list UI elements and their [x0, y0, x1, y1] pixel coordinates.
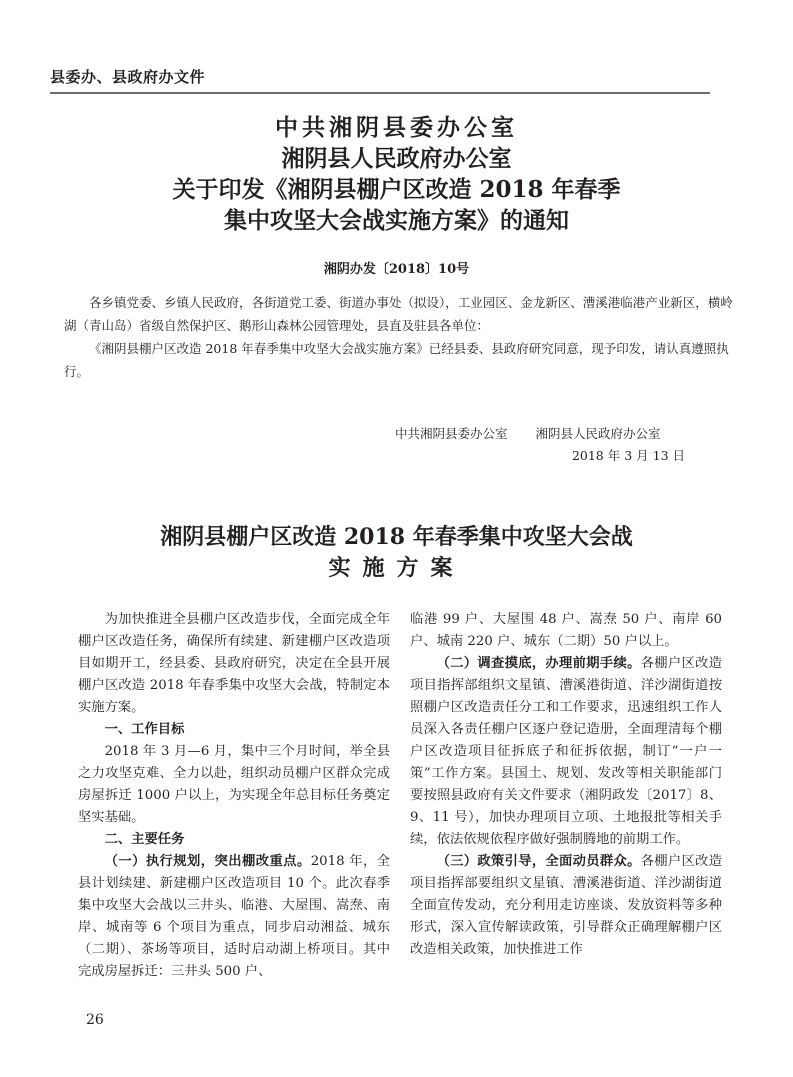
- notice-title-line: 湘阴县人民政府办公室: [281, 145, 512, 172]
- notice-title-line: 关于印发《湘阴县棚户区改造 2018 年春季: [172, 176, 621, 203]
- task-text: 2018 年，全县计划续建、新建棚户区改造项目 10 个。此次春季集中攻坚大会战以三井头、临港、大屋围、嵩焘、南岸、城南等 6 个项目为重点，同步启动湘益、城东（二期）、茶场等项目，适时启动湖上桥项目。其中完成房屋拆迁：三井头 500 户、: [78, 854, 390, 979]
- plan-intro: 为加快推进全县棚户区改造步伐，全面完成全年棚户区改造任务，确保所有续建、新建棚户区改造项目如期开工，经县委、县政府研究，决定在全县开展棚户区改造 2018 年春季集中攻坚大会战，特制定本实施方案。: [78, 612, 390, 715]
- section-heading: 二、主要任务: [104, 832, 185, 847]
- plan-body-left-column: [78, 609, 390, 983]
- document-number: 湘阴办发〔2018〕10号: [323, 262, 470, 277]
- page-number: 26: [86, 1012, 104, 1028]
- notice-recipients: 各乡镇党委、乡镇人民政府，各街道党工委、街道办事处（拟设），工业园区、金龙新区、漕溪港临港产业新区，横岭湖（青山岛）省级自然保护区、鹅形山森林公园管理处，县直及驻县各单位：: [64, 295, 733, 333]
- notice-content: 《湘阴县棚户区改造 2018 年春季集中攻坚大会战实施方案》已经县委、县政府研究同意，现予印发，请认真遵照执行。: [64, 341, 729, 379]
- issuer-party-office: 中共湘阴县委办公室: [395, 426, 508, 441]
- plan-title-subline: 实施方案: [328, 555, 465, 581]
- section-header-label: 县委办、县政府办文件: [50, 68, 206, 86]
- plan-title-line: 湘阴县棚户区改造 2018 年春季集中攻坚大会战: [160, 524, 633, 550]
- task-text: 各棚户区改造项目指挥部组织文星镇、漕溪港街道、洋沙湖街道按照棚户区改造责任分工和工作要求，迅速组织工作人员深入各责任棚户区逐户登记造册，全面理清每个棚户区改造项目征拆底子和征拆依据，制订“一户一策”工作方案。县国土、规划、发改等相关职能部门要按照县政府有关文件要求（湘阴政发〔2017〕8、9、11 号），加快办理项目立项、土地报批等相关手续，依法依规依程序做好强制腾地的前期工作。: [410, 656, 723, 847]
- notice-body: [64, 291, 736, 383]
- task-lead: （二）调查摸底，办理前期手续。: [436, 656, 641, 671]
- notice-title-line: 中共湘阴县委办公室: [275, 114, 518, 141]
- header-divider: [50, 92, 710, 94]
- task-lead: （三）政策引导，全面动员群众。: [436, 854, 641, 869]
- notice-title-line: 集中攻坚大会战实施方案》的通知: [224, 207, 569, 234]
- signature-block: [395, 423, 695, 467]
- notice-title: [0, 112, 793, 236]
- section-heading: 一、工作目标: [104, 722, 185, 737]
- task-paragraph: [78, 851, 390, 983]
- issue-date: 2018 年 3 月 13 日: [571, 448, 685, 463]
- task-text-continued: 临港 99 户、大屋围 48 户、嵩焘 50 户、南岸 60 户、城南 220 户、城东（二期）50 户以上。: [410, 612, 722, 649]
- task-lead: （一）执行规划，突出棚改重点。: [104, 854, 311, 869]
- task-paragraph: [410, 653, 722, 851]
- task-text: 各棚户区改造项目指挥部要组织文星镇、漕溪港街道、洋沙湖街道全面宣传发动，充分利用走访座谈、发放资料等多种形式，深入宣传解读政策，引导群众正确理解棚户区改造相关政策，加快推进工作: [410, 854, 723, 957]
- plan-title: [0, 522, 793, 584]
- issuer-government-office: 湘阴县人民政府办公室: [535, 426, 661, 441]
- task-paragraph: [410, 851, 722, 961]
- section-paragraph: 2018 年 3 月—6 月，集中三个月时间，举全县之力攻坚克难、全力以赴，组织动员棚户区群众完成房屋拆迁 1000 户以上，为实现全年总目标任务奠定坚实基础。: [78, 744, 390, 825]
- plan-body-right-column: [410, 609, 722, 961]
